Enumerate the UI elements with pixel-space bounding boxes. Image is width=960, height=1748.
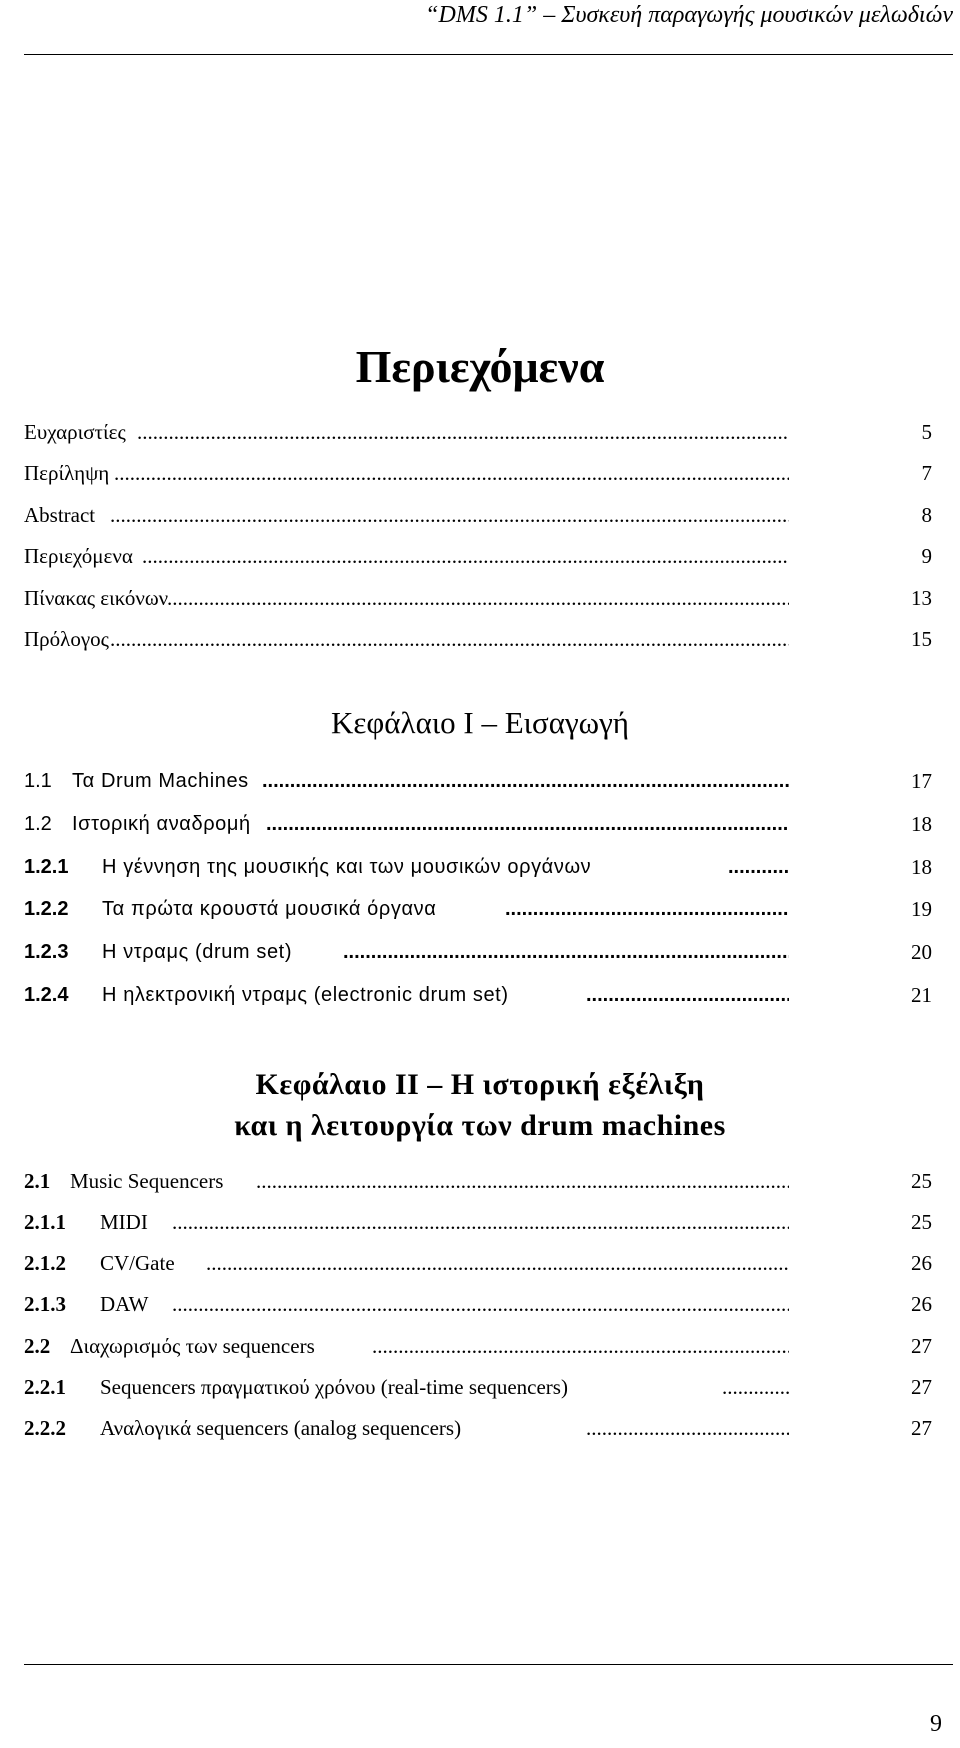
toc-entry-number: 2.1.1 <box>24 1210 66 1234</box>
toc-entry[interactable] <box>0 1165 960 1197</box>
toc-entry-number: 2.1.2 <box>24 1251 66 1275</box>
toc-entry-number: 1.2.4 <box>24 984 69 1006</box>
toc-entry-label: DAW <box>100 1292 149 1316</box>
toc-entry-label: Η γέννηση της μουσικής και των μουσικών οργάνων <box>102 856 592 878</box>
dot-leader <box>343 936 789 968</box>
toc-entry-label: Sequencers πραγματικού χρόνου (real-time sequencers) <box>100 1375 568 1399</box>
dot-leader <box>256 1165 789 1197</box>
toc-entry-number: 1.1 <box>24 770 52 792</box>
dot-leader <box>172 1288 789 1320</box>
header-title-main: “DMS 1.1” <box>425 2 538 28</box>
toc-entry[interactable] <box>0 582 960 614</box>
toc-entry-page: 19 <box>911 897 932 921</box>
header-rule <box>24 54 953 55</box>
toc-entry-page: 8 <box>921 503 932 527</box>
toc-entry-page: 18 <box>911 812 932 836</box>
toc-entry[interactable] <box>0 457 960 489</box>
dot-leader <box>142 540 789 572</box>
toc-entry-label: Περίληψη <box>24 461 110 485</box>
toc-entry-page: 17 <box>911 769 932 793</box>
chapter-2-heading-line1: Κεφάλαιο ΙΙ – Η ιστορική εξέλιξη <box>255 1068 705 1101</box>
toc-entry-page: 15 <box>911 627 932 651</box>
toc-entry[interactable] <box>0 623 960 655</box>
toc-entry[interactable] <box>0 893 960 925</box>
toc-entry-label: Διαχωρισμός των sequencers <box>70 1334 315 1358</box>
toc-entry[interactable] <box>0 1412 960 1444</box>
toc-entry[interactable] <box>0 979 960 1011</box>
page-header <box>0 0 960 60</box>
dot-leader <box>137 416 789 448</box>
toc-entry-number: 1.2 <box>24 813 52 835</box>
toc-entry-label: MIDI <box>100 1210 148 1234</box>
toc-entry[interactable] <box>0 851 960 883</box>
chapter-2-heading-line2: και η λειτουργία των drum machines <box>234 1109 726 1142</box>
footer-page-number: 9 <box>930 1711 942 1737</box>
toc-entry-label: Περιεχόμενα <box>24 544 133 568</box>
toc-entry[interactable] <box>0 416 960 448</box>
toc-entry-page: 13 <box>911 586 932 610</box>
dot-leader <box>266 808 789 840</box>
dot-leader <box>114 457 789 489</box>
dot-leader <box>167 582 789 614</box>
dot-leader <box>110 499 789 531</box>
toc-entry-number: 1.2.3 <box>24 941 69 963</box>
toc-entry-page: 7 <box>921 461 932 485</box>
toc-entry-number: 2.2.2 <box>24 1416 66 1440</box>
dot-leader <box>505 893 789 925</box>
chapter-1-heading: Κεφάλαιο Ι – Εισαγωγή <box>331 705 629 740</box>
toc-entry[interactable] <box>0 1288 960 1320</box>
toc-entry[interactable] <box>0 1330 960 1362</box>
dot-leader <box>372 1330 789 1362</box>
dot-leader <box>586 979 789 1011</box>
toc-entry-label: Τα Drum Machines <box>72 770 249 792</box>
toc-entry[interactable] <box>0 1206 960 1238</box>
toc-entry-page: 9 <box>921 544 932 568</box>
toc-entry-number: 2.1 <box>24 1169 51 1193</box>
toc-entry[interactable] <box>0 1371 960 1403</box>
toc-entry-label: Abstract <box>24 503 96 527</box>
toc-entry-label: Πρόλογος <box>24 627 109 651</box>
toc-entry-label: Ιστορική αναδρομή <box>72 813 251 835</box>
dot-leader <box>262 765 789 797</box>
dot-leader <box>206 1247 789 1279</box>
toc-entry-page: 20 <box>911 940 932 964</box>
dot-leader <box>172 1206 789 1238</box>
toc-entry[interactable] <box>0 499 960 531</box>
toc-entry-label: Ευχαριστίες <box>24 420 126 444</box>
toc-entry-page: 27 <box>911 1416 932 1440</box>
toc-entry-page: 5 <box>921 420 932 444</box>
dot-leader <box>586 1412 789 1444</box>
dot-leader <box>728 851 789 883</box>
dot-leader <box>722 1371 789 1403</box>
dot-leader <box>110 623 789 655</box>
toc-entry-page: 27 <box>911 1375 932 1399</box>
toc-entry-number: 2.2.1 <box>24 1375 66 1399</box>
running-header-title <box>425 0 953 30</box>
header-title-sub: – Συσκευή παραγωγής μουσικών μελωδιών <box>543 2 953 28</box>
toc-entry-label: Η ηλεκτρονική ντραμς (electronic drum set) <box>102 984 509 1006</box>
toc-entry-label: Αναλογικά sequencers (analog sequencers) <box>100 1416 462 1440</box>
toc-entry-page: 25 <box>911 1169 932 1193</box>
toc-entry-label: Η ντραμς (drum set) <box>102 941 293 963</box>
footer-rule <box>24 1664 953 1665</box>
toc-entry-number: 2.2 <box>24 1334 51 1358</box>
toc-entry-page: 18 <box>911 855 932 879</box>
toc-entry[interactable] <box>0 808 960 840</box>
toc-entry-label: Πίνακας εικόνων <box>24 586 169 610</box>
toc-entry-page: 26 <box>911 1292 932 1316</box>
toc-entry-page: 25 <box>911 1210 932 1234</box>
toc-entry-page: 21 <box>911 983 932 1007</box>
toc-entry-number: 2.1.3 <box>24 1292 66 1316</box>
toc-entry-number: 1.2.1 <box>24 856 69 878</box>
toc-entry-label: Τα πρώτα κρουστά μουσικά όργανα <box>102 898 437 920</box>
toc-entry-label: CV/Gate <box>100 1251 175 1275</box>
toc-entry-page: 27 <box>911 1334 932 1358</box>
toc-entry[interactable] <box>0 936 960 968</box>
toc-entry-label: Music Sequencers <box>70 1169 224 1193</box>
page-title: Περιεχόμενα <box>355 341 605 392</box>
toc-entry[interactable] <box>0 1247 960 1279</box>
toc-entry-page: 26 <box>911 1251 932 1275</box>
toc-entry[interactable] <box>0 540 960 572</box>
toc-entry-number: 1.2.2 <box>24 898 69 920</box>
toc-entry[interactable] <box>0 765 960 797</box>
